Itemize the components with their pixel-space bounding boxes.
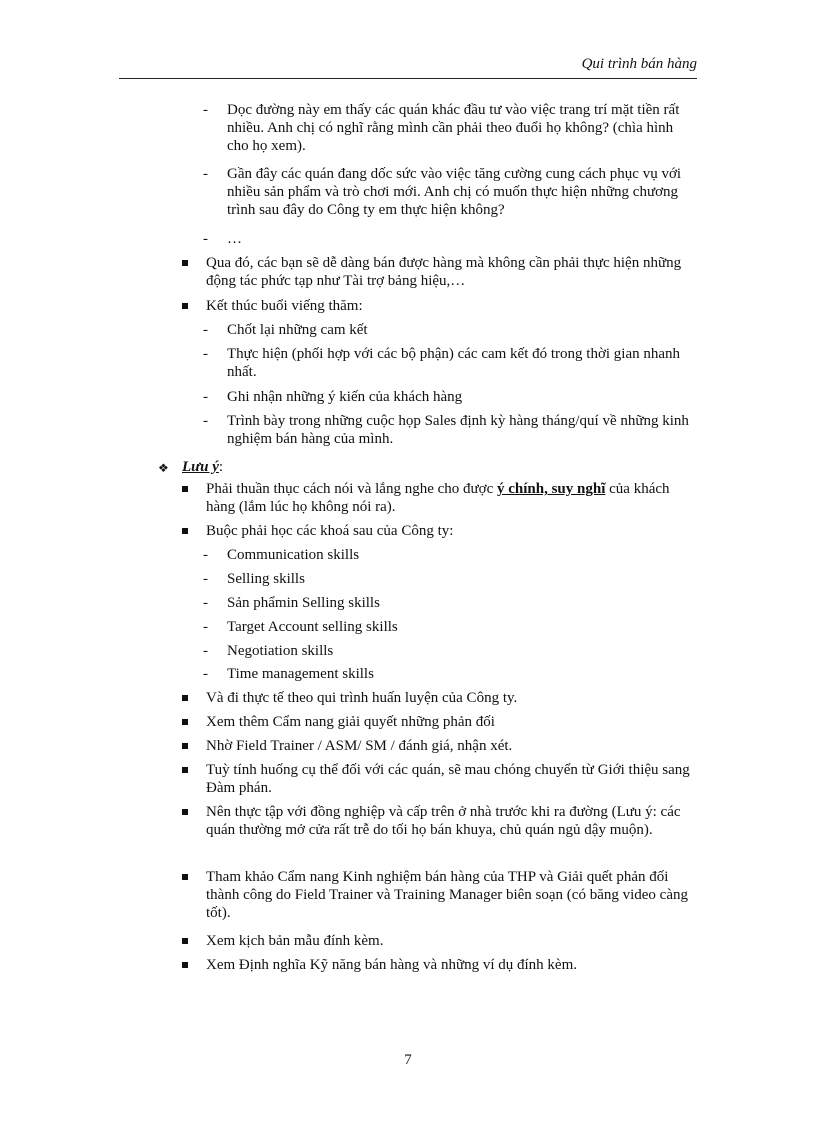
square-bullet-icon	[182, 260, 188, 266]
list-item: Buộc phải học các khoá sau của Công ty:	[182, 522, 694, 540]
square-bullet-icon	[182, 695, 188, 701]
dash-bullet: -	[203, 571, 208, 587]
list-item: - Chốt lại những cam kết	[203, 322, 368, 338]
dash-bullet: -	[203, 322, 208, 338]
course-item: - Target Account selling skills	[203, 619, 398, 635]
dash-bullet: -	[203, 666, 208, 682]
list-item: Nhờ Field Trainer / ASM/ SM / đánh giá, nhận xét.	[182, 737, 694, 755]
square-bullet-icon	[182, 743, 188, 749]
list-item: Phải thuần thục cách nói và lắng nghe cho được ý chính, suy nghĩ của khách hàng (lắm lúc họ không nói ra).	[182, 480, 694, 516]
square-bullet-icon	[182, 962, 188, 968]
list-item: Nên thực tập với đồng nghiệp và cấp trên ở nhà trước khi ra đường (Lưu ý: các quán thường mở cửa rất trễ do tối họ bán khuya, chủ quán ngủ dậy muộn).	[182, 803, 694, 839]
list-item: Và đi thực tế theo qui trình huấn luyện của Công ty.	[182, 689, 694, 707]
dash-bullet: -	[203, 595, 208, 611]
dash-bullet: -	[203, 102, 208, 118]
header-title: Qui trình bán hàng	[581, 56, 697, 72]
dash-bullet: -	[203, 643, 208, 659]
list-item: Xem kịch bản mẫu đính kèm.	[182, 932, 694, 950]
square-bullet-icon	[182, 719, 188, 725]
dash-bullet: -	[203, 346, 208, 362]
square-bullet-icon	[182, 528, 188, 534]
course-item: - Selling skills	[203, 571, 305, 587]
list-item: Xem thêm Cẩm nang giải quyết những phản đối	[182, 713, 694, 731]
square-bullet-icon	[182, 303, 188, 309]
list-item: - Thực hiện (phối hợp với các bộ phận) các cam kết đó trong thời gian nhanh nhất.	[203, 346, 681, 380]
square-bullet-icon	[182, 874, 188, 880]
course-item: - Sản phẩmin Selling skills	[203, 595, 380, 611]
dash-bullet: -	[203, 231, 208, 247]
note-heading: ❖ Lưu ý:	[158, 459, 224, 475]
dash-bullet: -	[203, 389, 208, 405]
note-label: Lưu ý	[182, 459, 219, 475]
list-item: Tham khảo Cẩm nang Kinh nghiệm bán hàng của THP và Giải quết phản đối thành công do Field Trainer và Training Manager biên soạn (có băng video càng tốt).	[182, 868, 694, 922]
list-item: Kết thúc buổi viếng thăm:	[182, 297, 694, 315]
list-item: - Trình bày trong những cuộc họp Sales định kỳ hàng tháng/quí về những kinh nghiệm bán hàng của mình.	[203, 413, 689, 447]
square-bullet-icon	[182, 486, 188, 492]
square-bullet-icon	[182, 938, 188, 944]
list-item: - …	[203, 231, 242, 247]
dash-bullet: -	[203, 619, 208, 635]
course-item: - Time management skills	[203, 666, 374, 682]
page-number: 7	[404, 1052, 412, 1068]
list-item: Tuỳ tính huống cụ thể đối với các quán, sẽ mau chóng chuyển từ Giới thiệu sang Đàm phán.	[182, 761, 694, 797]
course-item: - Communication skills	[203, 547, 360, 563]
course-item: - Negotiation skills	[203, 643, 334, 659]
list-item: Xem Định nghĩa Kỹ năng bán hàng và những ví dụ đính kèm.	[182, 956, 694, 974]
square-bullet-icon	[182, 809, 188, 815]
list-item: - Dọc đường này em thấy các quán khác đầu tư vào việc trang trí mặt tiền rất nhiều. Anh chị có nghĩ rằng mình cần phải theo đuổi họ không? (chìa hình cho họ xem).	[203, 102, 680, 154]
square-bullet-icon	[182, 767, 188, 773]
dash-bullet: -	[203, 547, 208, 563]
list-item: - Ghi nhận những ý kiến của khách hàng	[203, 389, 463, 405]
dash-bullet: -	[203, 413, 208, 429]
list-item: - Gần đây các quán đang dốc sức vào việc tăng cường cung cách phục vụ với nhiều sản phẩm và trò chơi mới. Anh chị có muốn thực hiện những chương trình sau đây do Công ty em thực hiện không?	[203, 166, 682, 218]
dash-bullet: -	[203, 166, 208, 182]
emphasis-text: ý chính, suy nghĩ	[496, 481, 606, 497]
page-header	[119, 52, 697, 79]
list-item: Qua đó, các bạn sẽ dễ dàng bán được hàng mà không cần phải thực hiện những động tác phức tạp như Tài trợ bảng hiệu,…	[182, 254, 694, 290]
diamond-bullet-icon: ❖	[158, 461, 169, 475]
